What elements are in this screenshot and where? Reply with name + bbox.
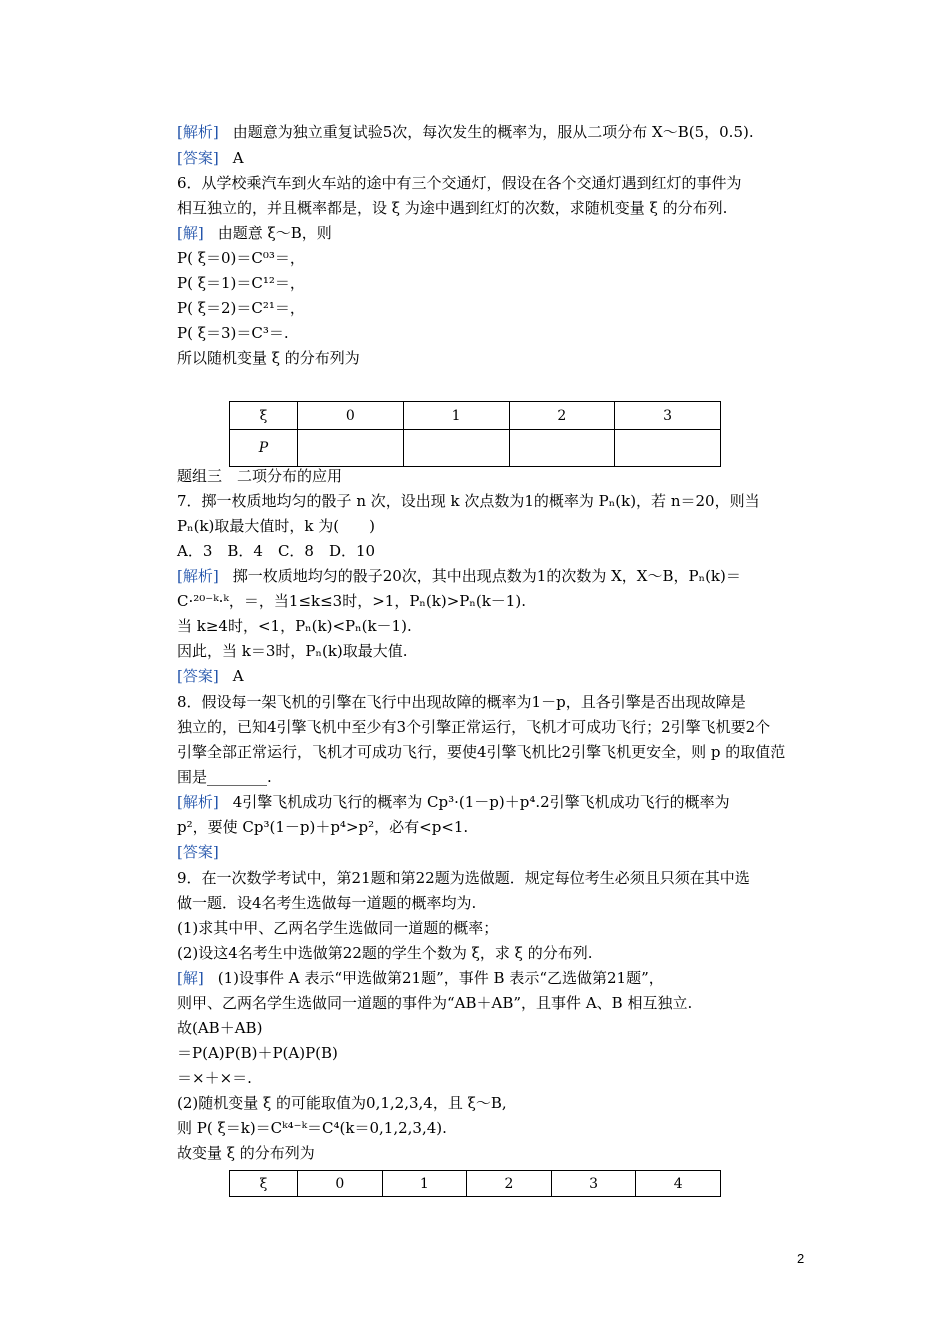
solution-tag: [解] bbox=[177, 969, 204, 987]
analysis-tag: [解析] bbox=[177, 567, 219, 585]
t2-h0: ξ bbox=[230, 1171, 298, 1197]
l1 bbox=[177, 122, 754, 142]
l32: 则甲、乙两名学生选做同一道题的事件为“AB＋AB”，且事件 A、B 相互独立. bbox=[177, 994, 693, 1012]
q8-line1: 8．假设每一架飞机的引擎在飞行中出现故障的概率为1－p，且各引擎是否出现故障是 bbox=[177, 693, 746, 711]
p0-line: P( ξ＝0)＝C⁰³＝， bbox=[177, 249, 305, 267]
q8-line4: 围是________. bbox=[177, 768, 272, 786]
q8-line3: 引擎全部正常运行，飞机才可成功飞行，要使4引擎飞机比2引擎飞机更安全，则 p 的取值范 bbox=[177, 743, 786, 761]
q9-part2: (2)设这4名考生中选做第22题的学生个数为 ξ，求 ξ 的分布列. bbox=[177, 944, 593, 962]
l24 bbox=[177, 792, 730, 812]
answer-tag: [答案] bbox=[177, 149, 219, 167]
l18: 因此，当 k＝3时，Pₙ(k)取最大值. bbox=[177, 642, 408, 660]
t1-h2: 1 bbox=[403, 402, 509, 430]
l24-text: 4引擎飞机成功飞行的概率为 Cp³·(1－p)＋p⁴.2引擎飞机成功飞行的概率为 bbox=[232, 793, 730, 811]
t1-h1: 0 bbox=[298, 402, 404, 430]
q6-line2: 相互独立的，并且概率都是，设 ξ 为途中遇到红灯的次数，求随机变量 ξ 的分布列. bbox=[177, 199, 728, 217]
t1-h4: 3 bbox=[615, 402, 721, 430]
l31 bbox=[177, 968, 664, 988]
l5 bbox=[177, 223, 332, 243]
distribution-table-1 bbox=[229, 401, 721, 467]
answer-tag: [答案] bbox=[177, 667, 219, 685]
q7-line2: Pₙ(k)取最大值时，k 为( ) bbox=[177, 517, 375, 535]
l2 bbox=[177, 148, 244, 168]
answer-tag: [答案] bbox=[177, 843, 219, 861]
l15-text: 掷一枚质地均匀的骰子20次，其中出现点数为1的次数为 X，X～B，Pₙ(k)＝ bbox=[232, 567, 741, 585]
q9-line2: 做一题．设4名考生选做每一道题的概率均为. bbox=[177, 894, 477, 912]
l31-text: (1)设事件 A 表示“甲选做第21题”，事件 B 表示“乙选做第21题”， bbox=[217, 969, 664, 987]
p2-line: P( ξ＝2)＝C²¹＝， bbox=[177, 299, 305, 317]
q6-line1: 6．从学校乘汽车到火车站的途中有三个交通灯，假设在各个交通灯遇到红灯的事件为 bbox=[177, 174, 742, 192]
t1-cell bbox=[298, 430, 404, 467]
t1-h3: 2 bbox=[509, 402, 615, 430]
t1-h0: ξ bbox=[230, 402, 298, 430]
q8-line2: 独立的，已知4引擎飞机中至少有3个引擎正常运行，飞机才可成功飞行；2引擎飞机要2个 bbox=[177, 718, 771, 736]
t1-cell bbox=[403, 430, 509, 467]
l38: 故变量 ξ 的分布列为 bbox=[177, 1144, 315, 1162]
l1-text: 由题意为独立重复试验5次，每次发生的概率为，服从二项分布 X～B(5，0.5). bbox=[232, 123, 754, 141]
q7-options: A．3 B．4 C．8 D．10 bbox=[177, 542, 376, 560]
l2-text: A bbox=[232, 149, 244, 167]
t2-h4: 3 bbox=[551, 1171, 636, 1197]
t1-cell bbox=[615, 430, 721, 467]
l33: 故(AB＋AB) bbox=[177, 1019, 263, 1037]
solution-tag: [解] bbox=[177, 224, 204, 242]
t2-h1: 0 bbox=[298, 1171, 383, 1197]
l37: 则 P( ξ＝k)＝Cᵏ⁴⁻ᵏ＝C⁴(k＝0,1,2,3,4). bbox=[177, 1119, 447, 1137]
l26 bbox=[177, 842, 219, 862]
l35: ＝×＋×＝. bbox=[177, 1069, 252, 1087]
analysis-tag: [解析] bbox=[177, 793, 219, 811]
t1-p-label: P bbox=[230, 430, 298, 467]
q9-line1: 9．在一次数学考试中，第21题和第22题为选做题．规定每位考生必须且只须在其中选 bbox=[177, 869, 750, 887]
l19 bbox=[177, 666, 244, 686]
t2-h3: 2 bbox=[467, 1171, 552, 1197]
l15 bbox=[177, 566, 741, 586]
l25: p²，要使 Cp³(1－p)＋p⁴>p²，必有<p<1. bbox=[177, 818, 469, 836]
q7-line1: 7．掷一枚质地均匀的骰子 n 次，设出现 k 次点数为1的概率为 Pₙ(k)，若 n＝20，则当 bbox=[177, 492, 760, 510]
q9-part1: (1)求其中甲、乙两名学生选做同一道题的概率； bbox=[177, 919, 499, 937]
t1-cell bbox=[509, 430, 615, 467]
p1-line: P( ξ＝1)＝C¹²＝， bbox=[177, 274, 305, 292]
analysis-tag: [解析] bbox=[177, 123, 219, 141]
t2-h2: 1 bbox=[382, 1171, 467, 1197]
p3-line: P( ξ＝3)＝C³＝. bbox=[177, 324, 289, 342]
section-heading: 题组三 二项分布的应用 bbox=[177, 467, 343, 485]
l19-text: A bbox=[232, 667, 244, 685]
l34: ＝P(A)P(B)＋P(A)P(B) bbox=[177, 1044, 338, 1062]
l5-text: 由题意 ξ～B，则 bbox=[217, 224, 332, 242]
t2-h5: 4 bbox=[636, 1171, 721, 1197]
dist-intro: 所以随机变量 ξ 的分布列为 bbox=[177, 349, 360, 367]
l36: (2)随机变量 ξ 的可能取值为0,1,2,3,4，且 ξ～B, bbox=[177, 1094, 507, 1112]
l16: C·²⁰⁻ᵏ·ᵏ，＝，当1≤k≤3时，>1，Pₙ(k)>Pₙ(k－1). bbox=[177, 592, 526, 610]
page-number: 2 bbox=[797, 1251, 805, 1266]
l17: 当 k≥4时，<1，Pₙ(k)<Pₙ(k－1). bbox=[177, 617, 412, 635]
distribution-table-2 bbox=[229, 1170, 721, 1197]
